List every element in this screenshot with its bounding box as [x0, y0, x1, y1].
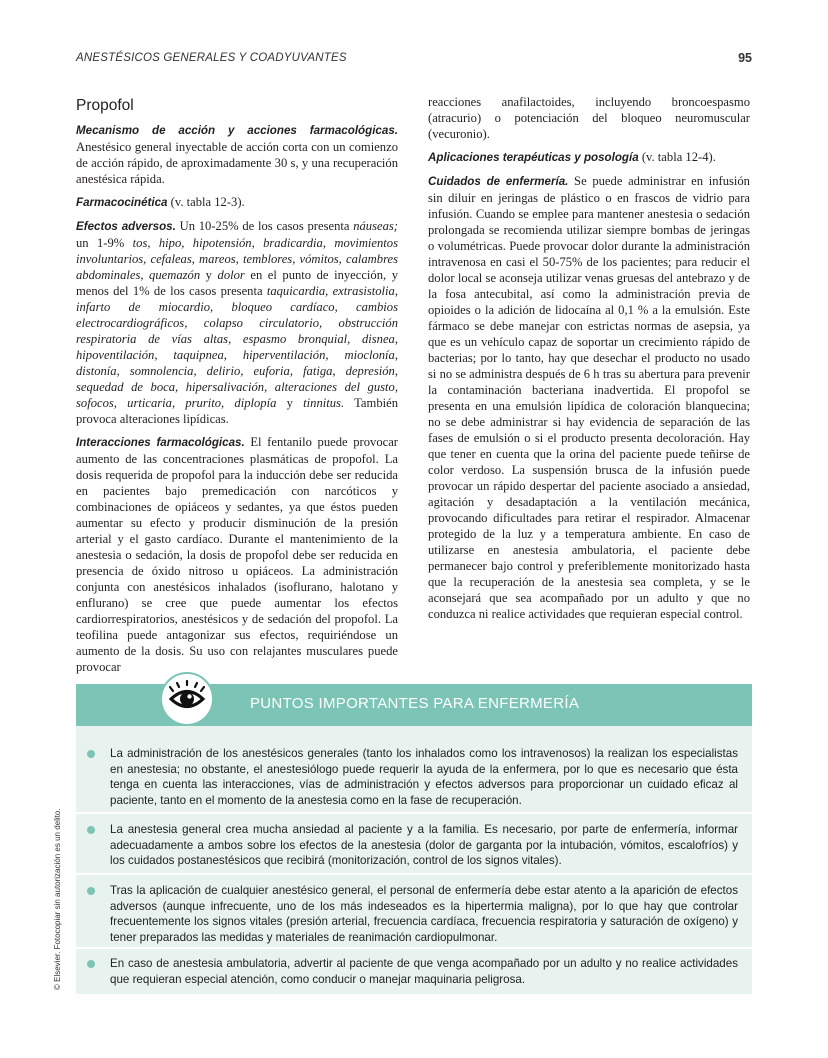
- paragraph-adverse-effects: [76, 218, 398, 427]
- paragraph-text: Anestésico general inyectable de acción corta con un comienzo de acción rápido, de aproximadamente 30 s, y una recuperación anestésica rápida.: [76, 140, 398, 186]
- list-item-text: La anestesia general crea mucha ansiedad al paciente y a la familia. Es necesario, por parte de enfermería, informar adecuadamente a ambos sobre los efectos de la anestesia (dolor de garganta por la intubación, vómitos, escalofríos) y los cuidados postanestésicos que recibirá (monitorización, control de los signos vitales).: [110, 823, 738, 867]
- bullet-icon: [87, 960, 95, 968]
- section-title: Propofol: [76, 97, 134, 114]
- paragraph-text: El fentanilo puede provocar aumento de las concentraciones plasmáticas de propofol. La dosis requerida de propofol para la inducción debe ser reducida en pacientes bajo premedicación con narcóticos y combinaciones de opiáceos y sedantes, ya que éstos pueden aumentar su efecto y producir disminución de la presión arterial y el gasto cardíaco. Durante el mantenimiento de la anestesia o sedación, la dosis de propofol debe ser reducida en presencia de óxido nitroso u opiáceos. La administración conjunta con anestésicos inhalados (isoflurano, halotano y enflurano) se cree que puede aumentar los efectos cardiorrespiratorios, anestésicos y de sedación del propofol. La teofilina puede antagonizar sus efectos, requiriéndose un aumento de la dosis. Su uso con relajantes musculares puede provocar: [76, 435, 399, 674]
- italic-run: náuseas;: [353, 219, 398, 233]
- text-run: en el punto de inyección, y menos del 1% de los casos presenta: [76, 268, 399, 298]
- page-number: 95: [738, 51, 752, 65]
- eye-icon-badge: [160, 672, 214, 726]
- paragraph-continuation: [428, 94, 750, 142]
- bullet-icon: [87, 887, 95, 895]
- bullet-icon: [87, 750, 95, 758]
- paragraph-lead: Cuidados de enfermería.: [428, 175, 569, 188]
- paragraph-mechanism: [76, 122, 398, 187]
- paragraph-interactions: [76, 434, 398, 675]
- italic-run: tinnitus.: [303, 396, 345, 410]
- eye-icon: [162, 674, 212, 724]
- text-run: y: [200, 268, 218, 282]
- paragraph-pharmacokinetics: [76, 194, 398, 211]
- text-run: y: [276, 396, 304, 410]
- nursing-key-points-box: [76, 684, 752, 994]
- paragraph-lead: Farmacocinética: [76, 196, 168, 209]
- list-item-text: La administración de los anestésicos generales (tanto los inhalados como los intravenosos) la realizan los especialistas en anestesia; no obstante, el anestesiólogo puede requerir la ayuda de la enfermera, por lo que es necesario que ésta tenga en cuenta las interacciones, vías de administración y efectos adversos para proporcionar un cuidado eficaz al paciente, tanto en el momento de la anestesia como en la fase de recuperación.: [110, 747, 738, 807]
- italic-run: tos, hipo, hipotensión, bradicardia, movimientos involuntarios, cefaleas, mareos, temblores, vómitos, calambres abdominales, quemazón: [76, 236, 399, 282]
- text-run: También provoca alteraciones lipídicas.: [76, 396, 398, 426]
- paragraph-lead: Aplicaciones terapéuticas y posología: [428, 151, 639, 164]
- divider: [76, 873, 752, 875]
- list-item-text: En caso de anestesia ambulatoria, advertir al paciente de que venga acompañado por un adulto y no realice actividades que requieran especial atención, como conducir o manejar maquinaria peligrosa.: [110, 957, 738, 986]
- italic-run: taquicardia, extrasistolia, infarto de miocardio, bloqueo cardíaco, cambios electrocardiográficos, colapso circulatorio, obstrucción respiratoria de vías altas, espasmo bronquial, disnea, hipoventilación, taquipnea, hiperventilación, mioclonía, distonía, somnolencia, delirio, euforia, fatiga, depresión, sequedad de boca, hipersalivación, alteraciones del gusto, sofocos, urticaria, prurito, diplopía: [76, 284, 398, 410]
- right-column: [428, 94, 750, 629]
- paragraph-lead: Efectos adversos.: [76, 220, 176, 233]
- left-column: [76, 94, 398, 682]
- paragraph-applications: [428, 149, 750, 166]
- paragraph-nursing-care: [428, 173, 750, 622]
- bullet-icon: [87, 826, 95, 834]
- paragraph-text: (v. tabla 12-4).: [638, 150, 716, 164]
- list-item-text: Tras la aplicación de cualquier anestésico general, el personal de enfermería debe estar atento a la aparición de efectos adversos (aunque infrecuente, uno de los más indeseados es la hipertermia maligna), por lo que hay que controlar frecuentemente los signos vitales (presión arterial, frecuencia cardíaca, frecuencia respiratoria y saturación de oxígeno) y tener preparados las medidas y materiales de reanimación cardiopulmonar.: [110, 884, 738, 944]
- paragraph-text: reacciones anafilactoides, incluyendo broncoespasmo (atracurio) o potenciación del bloqueo neuromuscular (vecuronio).: [428, 95, 750, 141]
- paragraph-lead: Interacciones farmacológicas.: [76, 436, 245, 449]
- italic-run: dolor: [217, 268, 245, 282]
- divider: [76, 812, 752, 814]
- divider: [76, 947, 752, 949]
- text-run: un 1-9%: [76, 236, 133, 250]
- chapter-title: ANESTÉSICOS GENERALES Y COADYUVANTES: [76, 52, 347, 64]
- paragraph-lead: Mecanismo de acción y acciones farmacológicas.: [76, 124, 398, 137]
- box-title: PUNTOS IMPORTANTES PARA ENFERMERÍA: [250, 695, 580, 712]
- copyright-note: © Elsevier. Fotocopiar sin autorización es un delito.: [53, 808, 62, 990]
- text-run: Un 10-25% de los casos presenta: [175, 219, 354, 233]
- paragraph-text: Se puede administrar en infusión sin diluir en jeringas de plástico o en frascos de vidrio para infusión. Cuando se emplee para mantener anestesia o sedación prolongada se recomienda utilizar siempre bombas de jeringas o volumétricas. Puede provocar dolor durante la administración intravenosa en casi el 50-75% de los pacientes; para reducir el dolor local se aconseja utilizar venas gruesas del antebrazo y de la fosa antecubital, así como la administración previa de opioides o la adición de lidocaína al 0,1 % a la emulsión. Este fármaco se debe manejar con estrictas normas de asepsia, ya que es un vehículo capaz de soportar un crecimiento rápido de bacterias; por lo tanto, hay que desechar el producto no usado si no se administra después de 6 h tras su abertura para prevenir la contaminación bacteriana inadvertida. El propofol se presenta en una emulsión lipídica de coloración blanquecina; no se debe administrar si hay evidencia de separación de las fases de emulsión o si el producto presenta decoloración. Hay que tener en cuenta que la orina del paciente puede teñirse de color verdoso. La suspensión brusca de la infusión puede provocar un rápido despertar del paciente asociado a ansiedad, agitación y desadaptación a la ventilación mecánica, provocando dificultades para retirar el respirador. Almacenar protegido de la luz y a temperatura ambiente. En caso de utilizarse en anestesia ambulatoria, el paciente debe permanecer bajo control y preferiblemente monitorizado hasta que la recuperación de la anestesia sea completa, y se le aconsejará que sea acompañado por un adulto y que no conduzca ni realice actividades que requieran especial control.: [428, 174, 750, 621]
- paragraph-text: (v. tabla 12-3).: [167, 195, 245, 209]
